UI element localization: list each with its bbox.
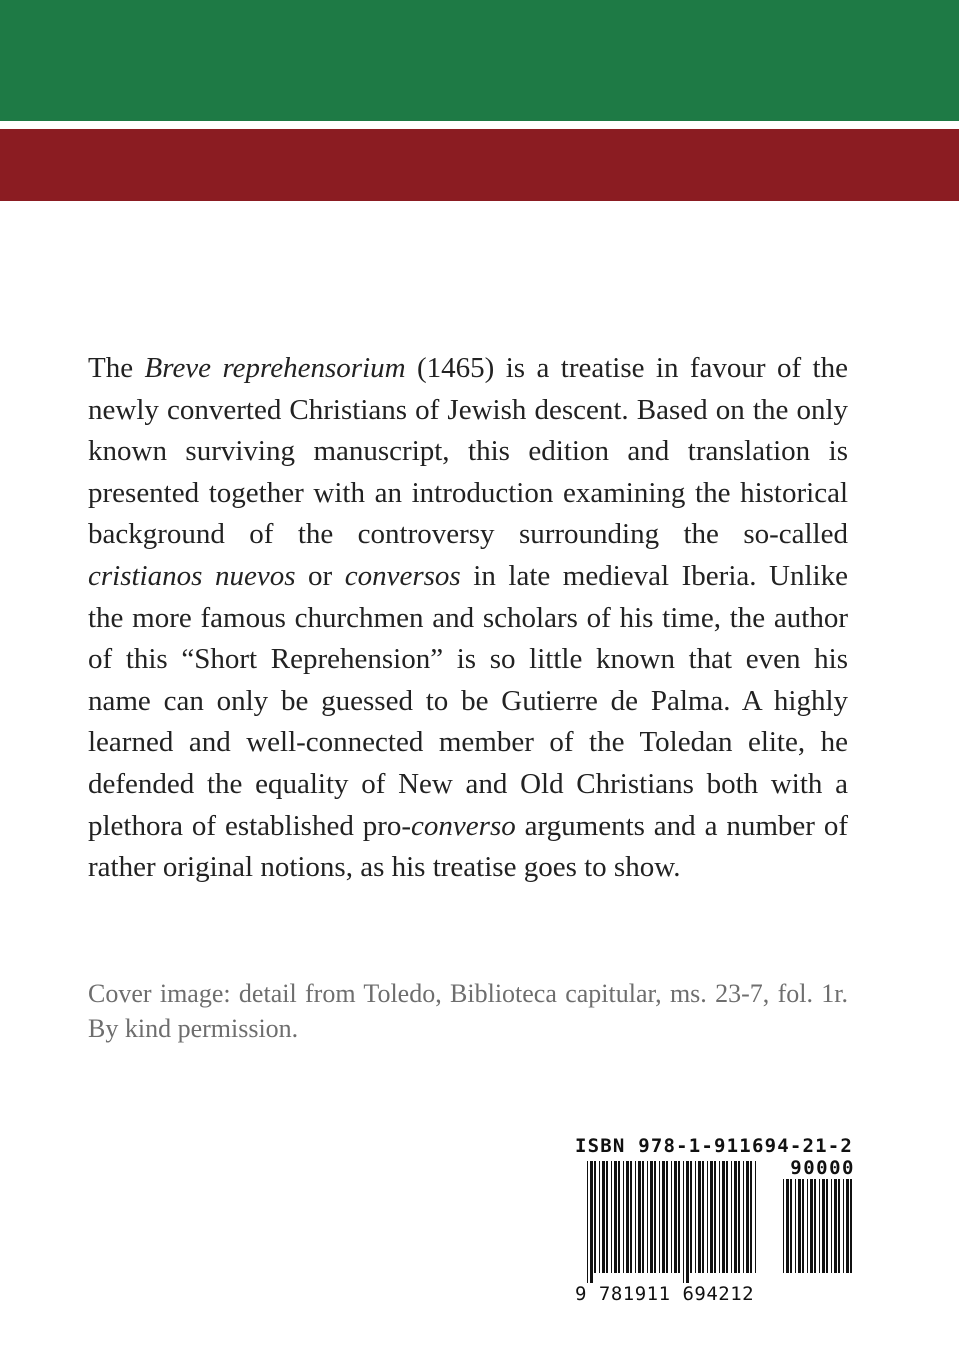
barcode-bar [746,1161,749,1273]
book-description [88,348,848,889]
barcode-bar [654,1161,656,1273]
price-addon-bars [771,1179,855,1283]
barcode-bar [666,1161,668,1273]
barcode-bar [714,1161,716,1273]
barcode-bar [819,1179,820,1273]
barcode-bar [826,1179,828,1273]
barcode-bar [695,1161,696,1273]
barcode-bar [647,1161,648,1273]
barcode-bar [606,1161,608,1273]
barcode-bar [755,1161,756,1273]
blurb-title-italic: Breve reprehensorium [144,352,406,384]
blurb-text-2: (1465) is a treatise in favour of the newly converted Christians of Jewish descent. Based on the only known surviving manuscript, this edition and translation is presented together with an introduction examining the historical background of the controversy surrounding the so-called [88,352,848,551]
barcode-bar [626,1161,629,1273]
barcode-bar [599,1161,600,1273]
blurb-text-1: The [88,352,145,384]
blurb-text-3: or [295,559,345,592]
top-red-band [0,129,959,201]
barcode-bar [674,1161,677,1273]
barcode-bar [614,1161,617,1273]
blurb-text-4: in late medieval Iberia. Unlike the more famous churchmen and scholars of his time, the author of this “Short Reprehension” is so little known that even his name can only be guessed to be Gutierre de Palma. A highly learned and well-connected member of the Toledan elite, he defended the equality of New and Old Christians both with a plethora of established pro- [88,559,848,842]
barcode-bar [635,1161,636,1273]
barcode-bar [731,1161,732,1273]
barcode-bar [850,1179,852,1273]
barcode-bar [834,1179,837,1273]
top-green-band [0,0,959,121]
barcode-bar [722,1161,725,1273]
blurb-term-conversos: conversos [344,559,461,592]
barcode-bar [831,1179,832,1273]
barcode-bar [683,1161,684,1283]
barcode-bar [822,1179,825,1273]
barcode-bar [623,1161,624,1273]
barcode-bar [814,1179,816,1273]
barcode-bar [786,1179,789,1273]
barcode-bar [750,1161,752,1273]
barcode-bar [846,1179,849,1273]
ean-digits: 9 781911 694212 [575,1283,755,1305]
barcode-bar [642,1161,644,1273]
barcode-bar [678,1161,680,1273]
barcode-bar [602,1161,605,1273]
isbn-barcode [575,1133,860,1313]
barcode-bar [659,1161,660,1273]
barcode-bar [795,1179,796,1273]
barcode-bar [690,1161,692,1273]
barcode-bar [726,1161,728,1273]
blurb-term-cristianos-nuevos: cristianos nuevos [88,559,296,592]
barcode-bar [790,1179,792,1273]
barcode-bar [719,1161,720,1273]
barcode-bar [802,1179,804,1273]
price-code: 90000 [790,1157,855,1179]
barcode-bar [702,1161,704,1273]
barcode-bar [594,1161,596,1273]
barcode-bar [738,1161,740,1273]
blurb-term-converso: converso [411,809,516,842]
band-divider [0,121,959,129]
barcode-bar [590,1161,593,1283]
barcode-bar [638,1161,641,1273]
barcode-bar [618,1161,620,1273]
barcode-bar [671,1161,672,1273]
barcode-bar [807,1179,808,1273]
barcode-bar [734,1161,737,1273]
isbn-label: ISBN 978-1-911694-21-2 [575,1135,854,1157]
ean-barcode-bars [575,1161,760,1283]
barcode-bar [686,1161,689,1283]
blurb-text-5: arguments and a number of rather original notions, as his treatise goes to show. [88,809,848,884]
barcode-bar [698,1161,701,1273]
barcode-bar [743,1161,744,1273]
barcode-bar [838,1179,840,1273]
barcode-bar [707,1161,708,1273]
barcode-bar [843,1179,844,1273]
barcode-bar [662,1161,665,1273]
barcode-bar [587,1161,588,1283]
barcode-bar [611,1161,612,1273]
barcode-bar [783,1179,784,1273]
cover-image-credit: Cover image: detail from Toledo, Biblioteca capitular, ms. 23-7, fol. 1r. By kind permission. [88,979,848,1043]
barcode-bar [798,1179,801,1273]
barcode-bar [810,1179,813,1273]
barcode-bar [710,1161,713,1273]
barcode-bar [650,1161,653,1273]
barcode-bar [630,1161,632,1273]
